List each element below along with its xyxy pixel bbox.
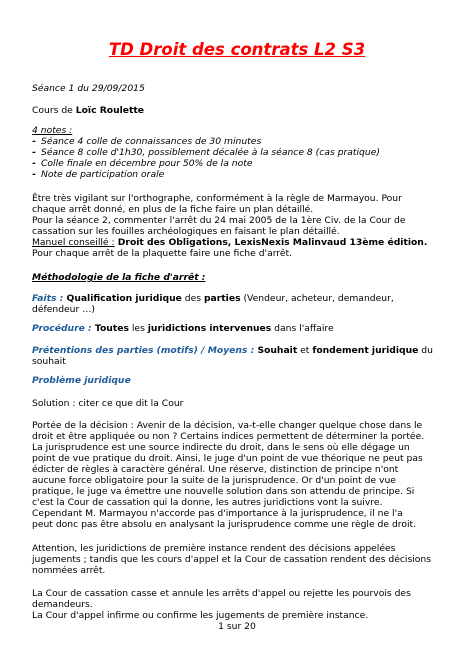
portee-line: c'est la Cour de cassation qui la donne, les autres juridictions vont la suivre.	[32, 497, 383, 508]
methodo-heading: Méthodologie de la fiche d'arrêt :	[32, 272, 206, 283]
procedure-label: Procédure :	[32, 323, 92, 334]
notes-item: - Note de participation orale	[32, 169, 165, 180]
cassation-line: demandeurs.	[32, 599, 93, 610]
attention-line: jugements ; tandis que les cours d'appel et la Cour de cassation rendent des décisions	[32, 554, 432, 565]
faits-label: Faits :	[32, 293, 64, 304]
portee-line: droit et être appliquée ou non ? Certains indices permettent de déterminer la portée.	[32, 431, 425, 442]
solution-line: Solution : citer ce que dit la Cour	[32, 398, 184, 409]
intro-line: chaque arrêt donné, en plus de la fiche faire un plan détaillé.	[32, 204, 314, 215]
notes-item: - Séance 8 colle d'1h30, possiblement décalée à la séance 8 (cas pratique)	[32, 147, 380, 158]
notes-heading: 4 notes :	[32, 125, 73, 136]
cassation-line: La Cour de cassation casse et annule les arrêts d'appel ou rejette les pourvois des	[32, 588, 411, 599]
portee-line: La jurisprudence est une source indirecte du droit, dans le sens où elle dégage un	[32, 442, 410, 453]
notes-item: - Séance 4 colle de connaissances de 30 minutes	[32, 136, 262, 147]
pretentions-line: Prétentions des parties (motifs) / Moyens : Souhait et fondement juridique du	[32, 345, 433, 356]
cours-teacher: Loïc Roulette	[75, 105, 145, 116]
portee-line: pratique, le juge va émettre une nouvelle solution dans son attendu de principe. Si	[32, 486, 415, 497]
portee-line: édicter de règles à caractère général. Une réserve, distinction de principe n'ont	[32, 464, 399, 475]
faits-line: Faits : Qualification juridique des parties (Vendeur, acheteur, demandeur,	[32, 293, 394, 304]
intro-line: Pour la séance 2, commenter l'arrêt du 24 mai 2005 de la 1ère Civ. de la Cour de	[32, 215, 406, 226]
page-number: 1 sur 20	[218, 621, 256, 632]
cassation-line: La Cour d'appel infirme ou confirme les jugements de première instance.	[32, 610, 369, 621]
seance-date: Séance 1 du 29/09/2015	[32, 83, 145, 94]
notes-item: - Colle finale en décembre pour 50% de la note	[32, 158, 253, 169]
portee-line: point de vue pratique du droit. Ainsi, le juge d'un point de vue théorique ne peut pas	[32, 453, 423, 464]
portee-line: aucune force obligatoire pour la suite de la jurisprudence. Or d'un point de vue	[32, 475, 396, 486]
portee-line: peut donc pas être absolu en analysant la jurisprudence comme une règle de droit.	[32, 519, 417, 530]
document-title: TD Droit des contrats L2 S3	[108, 40, 366, 59]
cours-prefix: Cours de	[32, 105, 76, 116]
cours-line	[32, 105, 144, 117]
pretentions-label: Prétentions des parties (motifs) / Moyens :	[32, 345, 255, 356]
attention-line: Attention, les juridictions de première instance rendent des décisions appelées	[32, 543, 396, 554]
portee-line: Cependant M. Marmayou n'accorde pas d'importance à la jurisprudence, il ne l'a	[32, 508, 403, 519]
intro-line: cassation sur les fouilles archéologiques en faisant le plan détaillé.	[32, 226, 340, 237]
intro-line: Être très vigilant sur l'orthographe, conformément à la règle de Marmayou. Pour	[32, 193, 402, 204]
procedure-line: Procédure : Toutes les juridictions intervenues dans l'affaire	[32, 323, 334, 334]
pretentions-line2: souhait	[32, 356, 66, 367]
plaquette-line: Pour chaque arrêt de la plaquette faire une fiche d'arrêt.	[32, 248, 293, 259]
manuel-value: Droit des Obligations, LexisNexis Malinvaud 13ème édition.	[114, 237, 428, 248]
attention-line: nommées arrêt.	[32, 565, 106, 576]
faits-line2: défendeur …)	[32, 304, 95, 315]
manuel-label: Manuel conseillé :	[32, 237, 115, 248]
probleme-heading: Problème juridique	[32, 375, 131, 386]
portee-line: Portée de la décision : Avenir de la décision, va-t-elle changer quelque chose dans le	[32, 420, 423, 431]
